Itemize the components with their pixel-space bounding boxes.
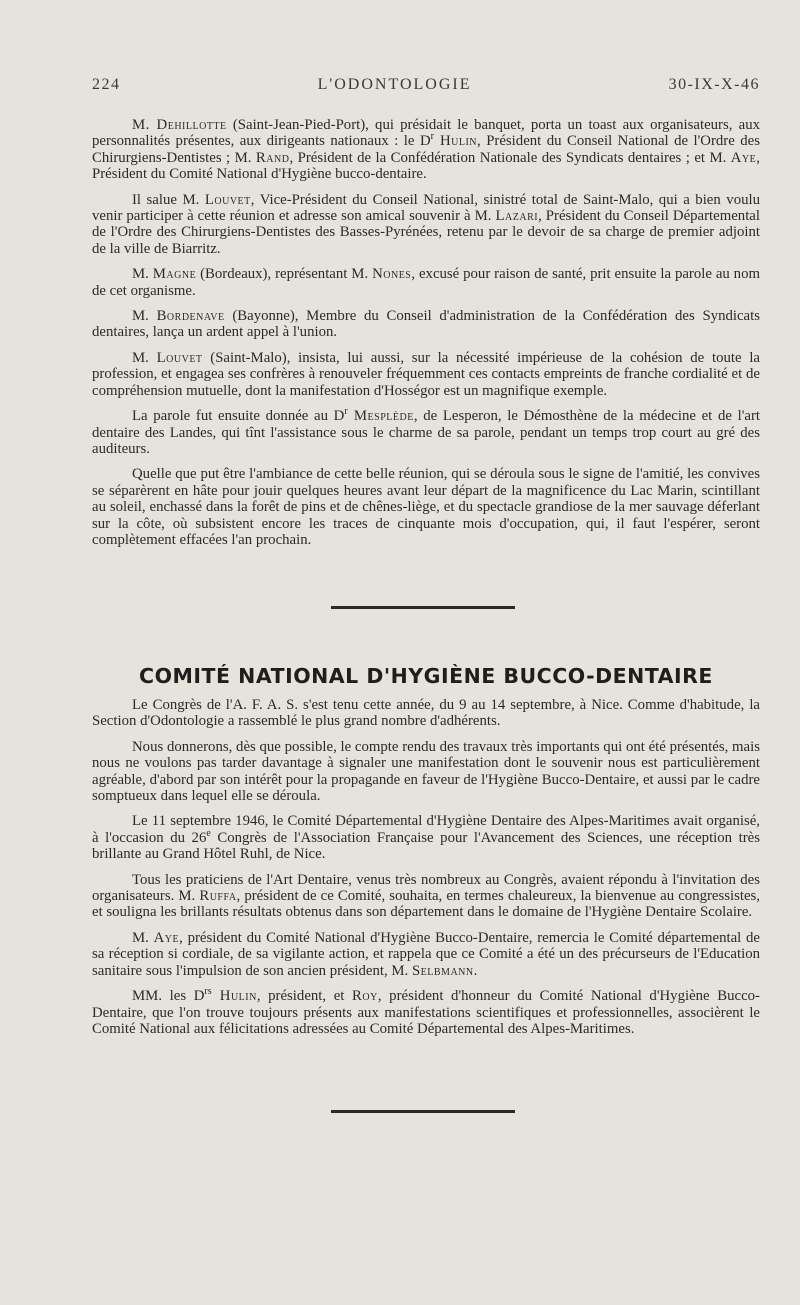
page-number: 224 (92, 76, 121, 93)
paragraph: Nous donnerons, dès que possible, le compte rendu des travaux très importants qui ont été présentés, mais nous ne voulons pas tarder davantage à signaler une manifestation dont le souvenir nous est particulièrement agréable, d'abord par son intérêt pour la propagande en faveur de l'Hygiène Bucco-Dentaire, et aussi par le cadre somptueux dans lequel elle se déroula. (92, 738, 760, 805)
paragraph: M. Louvet (Saint-Malo), insista, lui aussi, sur la nécessité impérieuse de la cohésion de toute la profession, et engagea ses confrères à renouveler fréquemment ces contacts empreints de franche cordialité et de compréhension mutuelle, dont la manifestation d'Hosségor est un magnifique exemple. (92, 349, 760, 399)
article-body (92, 697, 760, 1046)
paragraph: MM. les $D^{rs}$ Hulin, président, et Roy, président d'honneur du Comité National d'Hygiène Bucco-Dentaire, que l'on trouve toujours présents aux manifestations scientifiques et professionnelles, associèrent le Comité National aux félicitations adressées au Comité Départemental des Alpes-Maritimes. (92, 986, 760, 1037)
section-divider (331, 606, 515, 609)
end-divider (331, 1110, 515, 1113)
paragraph: M. Magne (Bordeaux), représentant M. Nones, excusé pour raison de santé, prit ensuite la parole au nom de cet organisme. (92, 266, 760, 299)
paragraph: Le 11 septembre 1946, le Comité Départemental d'Hygiène Dentaire des Alpes-Maritimes avait organisé, à l'occasion du 26e Congrès de l'Association Française pour l'Avancement des Sciences, une réception très brillante au Grand Hôtel Ruhl, de Nice. (92, 813, 760, 863)
paragraph: M. Bordenave (Bayonne), Membre du Conseil d'administration de la Confédération des Syndicats dentaires, lança un ardent appel à l'union. (92, 308, 760, 341)
paragraph: M. Dehillotte (Saint-Jean-Pied-Port), qui présidait le banquet, porta un toast aux organisateurs, aux personnalités présentes, aux dirigeants nationaux : le $D^r$ Hulin, Président du Conseil National de l'Ordre des Chirurgiens-Dentistes ; M. Rand, Président de la Confédération Nationale des Syndicats dentaires ; et M. Aye, Président du Comité National d'Hygiène bucco-dentaire. (92, 117, 760, 183)
journal-title: L'ODONTOLOGIE (317, 76, 472, 93)
paragraph: La parole fut ensuite donnée au $D^r$ Mesplède, de Lesperon, le Démosthène de la médecine et de l'art dentaire des Landes, qui tînt l'assistance sous le charme de sa parole, pendant un temps trop court au gré des auditeurs. (92, 406, 760, 457)
paragraph: Le Congrès de l'A. F. A. S. s'est tenu cette année, du 9 au 14 septembre, à Nice. Comme d'habitude, la Section d'Odontologie a rassemblé le plus grand nombre d'adhérents. (92, 697, 760, 730)
paragraph: Quelle que put être l'ambiance de cette belle réunion, qui se déroula sous le signe de l'amitié, les convives se séparèrent en hâte pour jouir quelques heures avant leur départ de la magnificence du Lac Marin, scintillant au soleil, enchassé dans la forêt de pins et de chênes-liège, et du spectacle grandiose de la mer sauvage déferlant sur la côte, où subsistent encore les traces de cinquante mois d'occupation, qui, il faut l'espérer, seront complètement effacées l'an prochain. (92, 466, 760, 548)
paragraph: M. Aye, président du Comité National d'Hygiène Bucco-Dentaire, remercia le Comité départemental de sa réception si cordiale, de sa vigilante action, et rappela que ce Comité a été un des précurseurs de l'Education sanitaire sous l'impulsion de son ancien président, M. Selbmann. (92, 929, 760, 979)
section-title: COMITÉ NATIONAL D'HYGIÈNE BUCCO-DENTAIRE (139, 664, 713, 688)
article-continuation (92, 117, 760, 557)
issue-date: 30-IX-X-46 (668, 76, 760, 93)
paragraph: Tous les praticiens de l'Art Dentaire, venus très nombreux au Congrès, avaient répondu à l'invitation des organisateurs. M. Ruffa, président de ce Comité, souhaita, en termes chaleureux, la bienvenue au congressistes, et souligna les brillants résultats obtenus dans son département dans le domaine de l'Hygiène Dentaire Scolaire. (92, 871, 761, 921)
running-header (92, 76, 760, 94)
paragraph: Il salue M. Louvet, Vice-Président du Conseil National, sinistré total de Saint-Malo, qui a bien voulu venir participer à cette réunion et adresse son amical souvenir à M. Lazari, Président du Conseil Départemental de l'Ordre des Chirurgiens-Dentistes des Basses-Pyrénées, retenu par le devoir de sa charge de premier adjoint de la ville de Biarritz. (92, 191, 760, 257)
